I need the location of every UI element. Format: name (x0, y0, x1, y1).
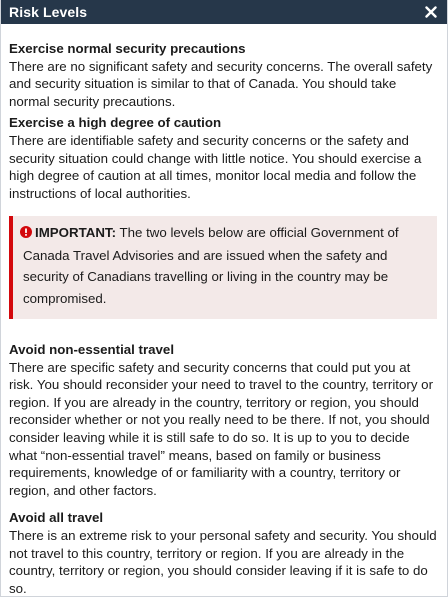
risk-level-heading: Avoid non-essential travel (9, 341, 175, 357)
risk-level-description: There are identifiable safety and security concerns or the safety and security situation could change with little notice. You should exercise a high degree of caution at all times, monitor local media and follow the instructions of local authorities. (9, 132, 422, 201)
exclamation-circle-icon (20, 223, 32, 244)
risk-level-caution (9, 114, 437, 202)
risk-level-non-essential (9, 341, 437, 499)
risk-level-heading: Exercise a high degree of caution (9, 115, 222, 131)
risk-level-description: There are no significant safety and security concerns. The overall safety and security situation is similar to that of Canada. You should take normal security precautions. (9, 58, 433, 109)
close-icon (425, 6, 437, 18)
dialog-title: Risk Levels (9, 4, 88, 20)
risk-level-description: There are specific safety and security concerns that could put you at risk. You should reconsider your need to travel to the country, territory or region. If you are already in the country, territory or region, you should reconsider whether or not you really need to be there. If not, you should consider leaving while it is still safe to do so. It is up to you to decide what “non-essential travel” means, based on family or business requirements, knowledge of or familiarity with a country, territory or region, and other factors. (9, 359, 433, 498)
important-alert (9, 216, 437, 319)
risk-level-heading: Avoid all travel (9, 510, 104, 526)
risk-level-heading: Exercise normal security precautions (9, 41, 246, 56)
dialog-titlebar (1, 0, 447, 24)
risk-level-avoid-all (9, 509, 437, 597)
risk-level-description: There is an extreme risk to your personal safety and security. You should not travel to this country, territory or region. If you are already in the country, territory or region, you should consider leaving if it is safe to do so. (9, 527, 437, 596)
close-button[interactable] (423, 4, 439, 20)
alert-label: IMPORTANT: (35, 225, 117, 241)
risk-level-normal (9, 40, 437, 110)
alert-text: The two levels below are official Government of Canada Travel Advisories and are issued when the safety and security of Canadians travelling or living in the country may be compromised. (23, 225, 399, 306)
dialog-content (1, 24, 447, 597)
